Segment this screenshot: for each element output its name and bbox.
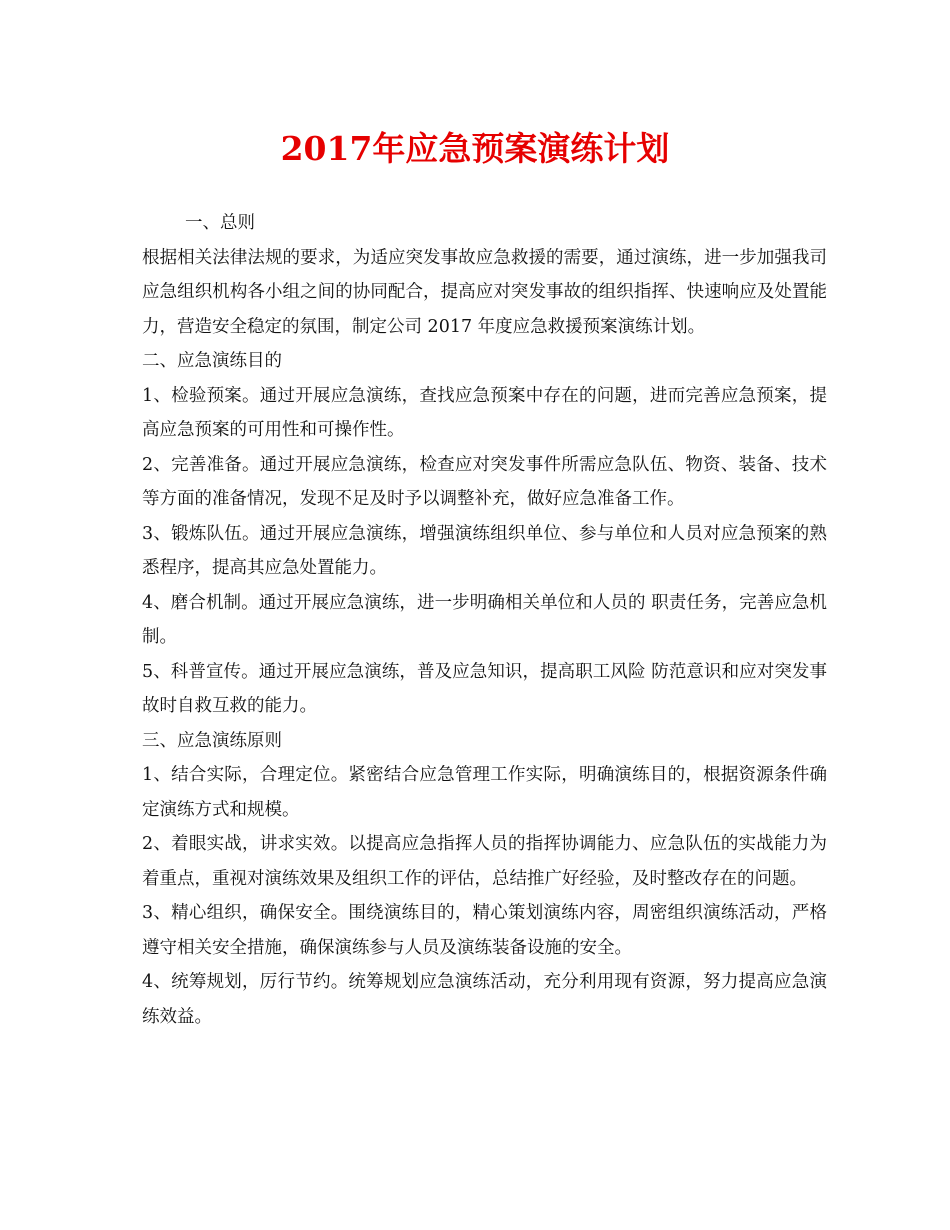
paragraph-purpose-4: 4、磨合机制。通过开展应急演练，进一步明确相关单位和人员的 职责任务，完善应急机制。 [142,592,827,647]
paragraph-purpose-1: 1、检验预案。通过开展应急演练，查找应急预案中存在的问题，进而完善应急预案，提高应急预案的可用性和可操作性。 [142,385,827,440]
paragraph-principle-4: 4、统筹规划，厉行节约。统筹规划应急演练活动，充分利用现有资源，努力提高应急演练效益。 [142,972,827,1027]
paragraph-principle-1: 1、结合实际，合理定位。紧密结合应急管理工作实际，明确演练目的，根据资源条件确定演练方式和规模。 [142,765,827,820]
document-body [142,206,827,1034]
paragraph-purpose-2: 2、完善准备。通过开展应急演练，检查应对突发事件所需应急队伍、物资、装备、技术等方面的准备情况，发现不足及时予以调整补充，做好应急准备工作。 [142,454,827,509]
paragraph-general-intro: 根据相关法律法规的要求，为适应突发事故应急救援的需要，通过演练，进一步加强我司应急组织机构各小组之间的协同配合，提高应对突发事故的组织指挥、快速响应及处置能力，营造安全稳定的氛围，制定公司 2017 年度应急救援预案演练计划。 [142,247,827,337]
section-heading-purpose: 二、应急演练目的 [142,351,282,371]
paragraph-principle-2: 2、着眼实战，讲求实效。以提高应急指挥人员的指挥协调能力、应急队伍的实战能力为着重点，重视对演练效果及组织工作的评估，总结推广好经验，及时整改存在的问题。 [142,834,827,889]
paragraph-purpose-3: 3、锻炼队伍。通过开展应急演练，增强演练组织单位、参与单位和人员对应急预案的熟悉程序，提高其应急处置能力。 [142,523,827,578]
document-title: 2017年应急预案演练计划 [280,129,670,168]
section-heading-general: 一、总则 [185,213,255,233]
section-heading-principles: 三、应急演练原则 [142,730,282,751]
paragraph-purpose-5: 5、科普宣传。通过开展应急演练，普及应急知识，提高职工风险 防范意识和应对突发事故时自救互救的能力。 [142,661,827,716]
paragraph-principle-3: 3、精心组织，确保安全。围绕演练目的，精心策划演练内容，周密组织演练活动，严格遵守相关安全措施，确保演练参与人员及演练装备设施的安全。 [142,903,827,958]
